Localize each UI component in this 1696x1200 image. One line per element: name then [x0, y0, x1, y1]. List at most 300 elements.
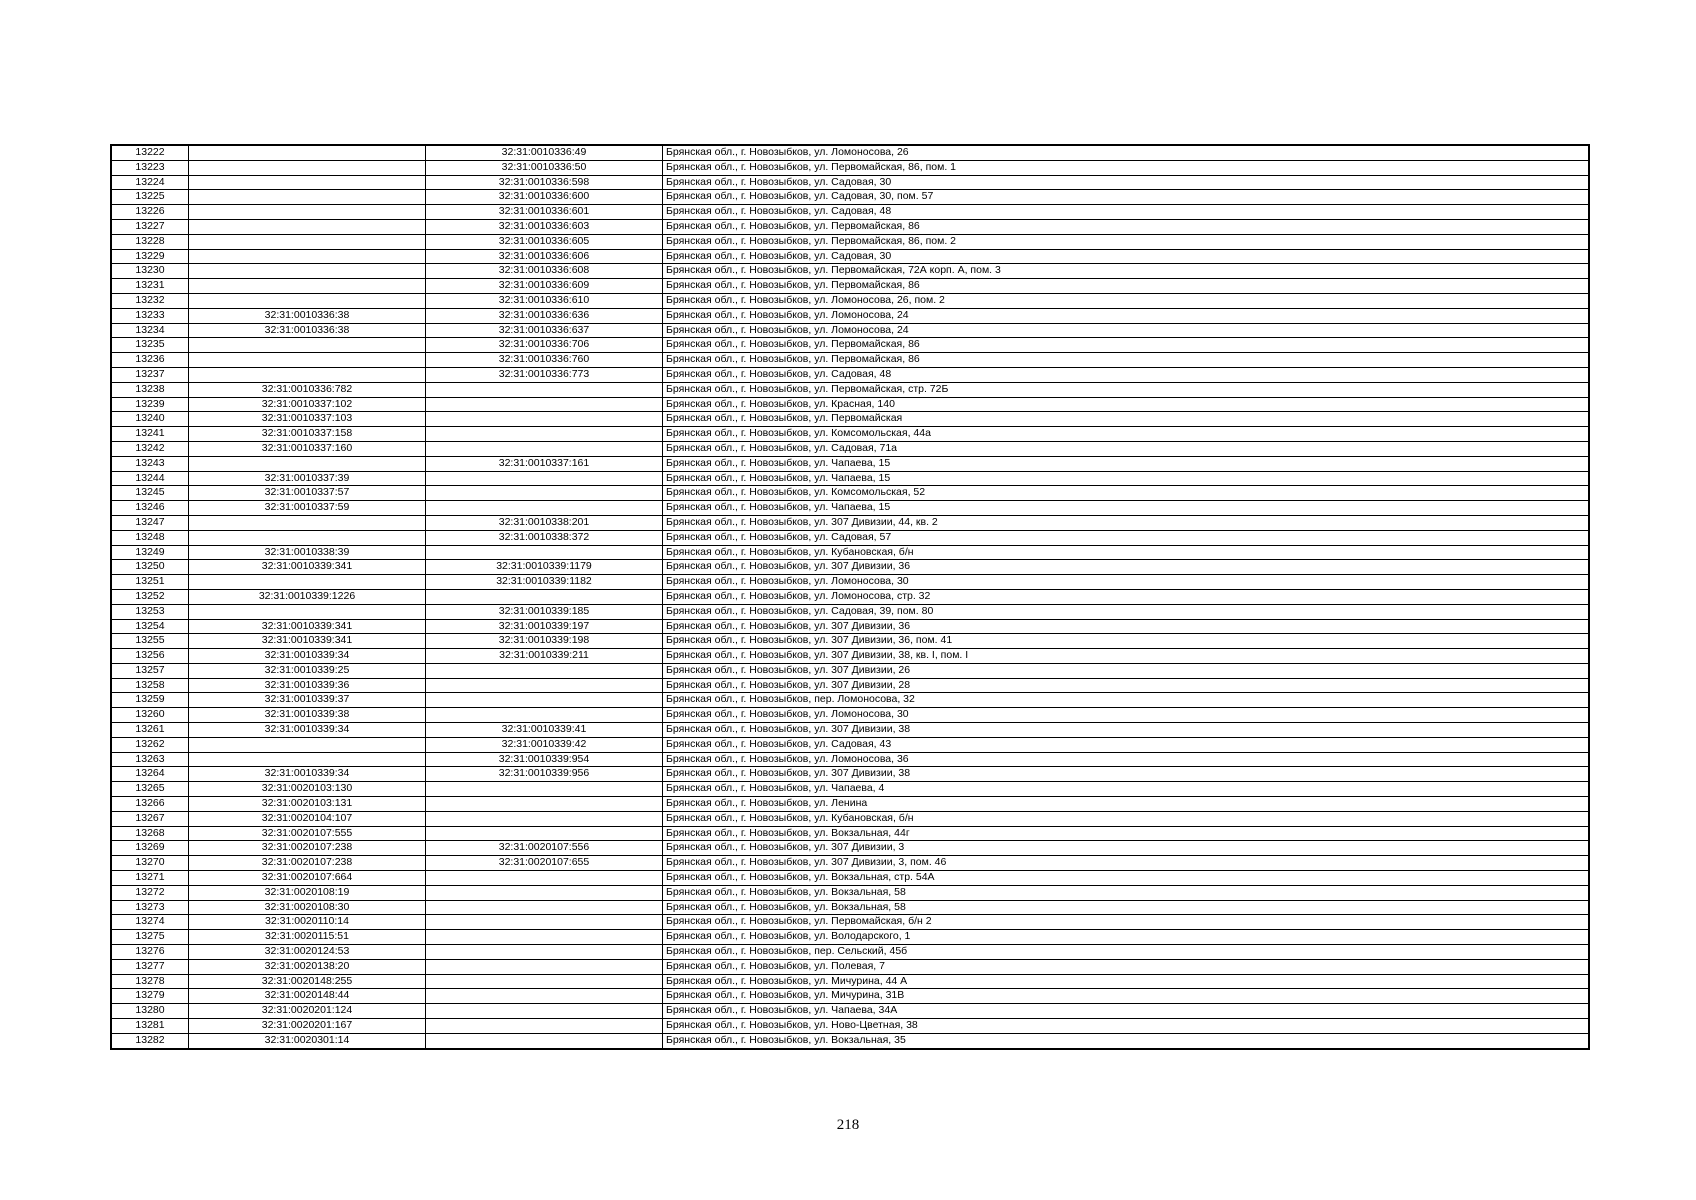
- parcel-number-cell: 32:31:0010336:782: [189, 382, 426, 397]
- object-number-cell: 32:31:0010336:50: [426, 160, 663, 175]
- row-number-cell: 13225: [111, 190, 189, 205]
- address-cell: Брянская обл., г. Новозыбков, ул. Чапаева, 15: [663, 456, 1590, 471]
- address-cell: Брянская обл., г. Новозыбков, ул. Ломоносова, 24: [663, 308, 1590, 323]
- object-number-cell: [426, 1033, 663, 1048]
- parcel-number-cell: [189, 353, 426, 368]
- parcel-number-cell: 32:31:0020107:238: [189, 841, 426, 856]
- table-row: [111, 382, 1589, 397]
- address-cell: Брянская обл., г. Новозыбков, ул. 307 Дивизии, 38: [663, 723, 1590, 738]
- row-number-cell: 13276: [111, 945, 189, 960]
- parcel-number-cell: [189, 367, 426, 382]
- parcel-number-cell: 32:31:0010337:160: [189, 441, 426, 456]
- table-row: [111, 930, 1589, 945]
- address-cell: Брянская обл., г. Новозыбков, ул. Первомайская, 72А корп. А, пом. 3: [663, 264, 1590, 279]
- row-number-cell: 13270: [111, 856, 189, 871]
- row-number-cell: 13275: [111, 930, 189, 945]
- address-cell: Брянская обл., г. Новозыбков, ул. 307 Дивизии, 38, кв. I, пом. I: [663, 649, 1590, 664]
- row-number-cell: 13248: [111, 530, 189, 545]
- table-row: [111, 1004, 1589, 1019]
- table-row: [111, 678, 1589, 693]
- row-number-cell: 13267: [111, 811, 189, 826]
- object-number-cell: 32:31:0010336:603: [426, 219, 663, 234]
- address-cell: Брянская обл., г. Новозыбков, ул. Первомайская, 86: [663, 353, 1590, 368]
- table-row: [111, 560, 1589, 575]
- object-number-cell: [426, 797, 663, 812]
- table-row: [111, 427, 1589, 442]
- object-number-cell: [426, 397, 663, 412]
- parcel-number-cell: [189, 456, 426, 471]
- object-number-cell: 32:31:0010336:610: [426, 293, 663, 308]
- object-number-cell: 32:31:0010338:372: [426, 530, 663, 545]
- parcel-number-cell: 32:31:0020104:107: [189, 811, 426, 826]
- object-number-cell: [426, 811, 663, 826]
- table-row: [111, 323, 1589, 338]
- address-cell: Брянская обл., г. Новозыбков, ул. Садовая, 30: [663, 249, 1590, 264]
- parcel-number-cell: 32:31:0010337:57: [189, 486, 426, 501]
- object-number-cell: 32:31:0020107:655: [426, 856, 663, 871]
- row-number-cell: 13239: [111, 397, 189, 412]
- object-number-cell: 32:31:0010336:606: [426, 249, 663, 264]
- parcel-number-cell: 32:31:0020148:44: [189, 989, 426, 1004]
- parcel-number-cell: [189, 530, 426, 545]
- table-row: [111, 945, 1589, 960]
- object-number-cell: 32:31:0010338:201: [426, 515, 663, 530]
- object-number-cell: [426, 471, 663, 486]
- parcel-number-cell: [189, 175, 426, 190]
- address-cell: Брянская обл., г. Новозыбков, ул. 307 Дивизии, 36, пом. 41: [663, 634, 1590, 649]
- object-number-cell: 32:31:0010339:197: [426, 619, 663, 634]
- table-row: [111, 619, 1589, 634]
- row-number-cell: 13243: [111, 456, 189, 471]
- table-row: [111, 826, 1589, 841]
- address-cell: Брянская обл., г. Новозыбков, ул. 307 Дивизии, 3: [663, 841, 1590, 856]
- table-row: [111, 501, 1589, 516]
- address-cell: Брянская обл., г. Новозыбков, ул. Вокзальная, 58: [663, 885, 1590, 900]
- row-number-cell: 13230: [111, 264, 189, 279]
- table-row: [111, 797, 1589, 812]
- row-number-cell: 13252: [111, 589, 189, 604]
- table-row: [111, 767, 1589, 782]
- table-row: [111, 841, 1589, 856]
- table-row: [111, 811, 1589, 826]
- address-cell: Брянская обл., г. Новозыбков, ул. Ново-Цветная, 38: [663, 1019, 1590, 1034]
- object-number-cell: 32:31:0010339:954: [426, 752, 663, 767]
- parcel-number-cell: 32:31:0020107:664: [189, 871, 426, 886]
- parcel-number-cell: [189, 752, 426, 767]
- address-cell: Брянская обл., г. Новозыбков, ул. Первомайская, 86: [663, 279, 1590, 294]
- address-cell: Брянская обл., г. Новозыбков, ул. Ленина: [663, 797, 1590, 812]
- object-number-cell: 32:31:0010337:161: [426, 456, 663, 471]
- object-number-cell: 32:31:0010336:601: [426, 205, 663, 220]
- table-row: [111, 456, 1589, 471]
- row-number-cell: 13235: [111, 338, 189, 353]
- parcel-number-cell: 32:31:0020301:14: [189, 1033, 426, 1048]
- parcel-number-cell: 32:31:0020103:131: [189, 797, 426, 812]
- object-number-cell: [426, 1004, 663, 1019]
- table-row: [111, 989, 1589, 1004]
- row-number-cell: 13278: [111, 974, 189, 989]
- table-row: [111, 160, 1589, 175]
- table-row: [111, 649, 1589, 664]
- row-number-cell: 13274: [111, 915, 189, 930]
- parcel-number-cell: [189, 293, 426, 308]
- parcel-number-cell: [189, 575, 426, 590]
- address-cell: Брянская обл., г. Новозыбков, ул. Вокзальная, 35: [663, 1033, 1590, 1048]
- object-number-cell: [426, 782, 663, 797]
- table-body: [111, 145, 1589, 1049]
- address-cell: Брянская обл., г. Новозыбков, ул. Садовая, 48: [663, 367, 1590, 382]
- table-row: [111, 279, 1589, 294]
- table-row: [111, 471, 1589, 486]
- table-row: [111, 308, 1589, 323]
- row-number-cell: 13265: [111, 782, 189, 797]
- parcel-number-cell: [189, 249, 426, 264]
- table-row: [111, 856, 1589, 871]
- object-number-cell: 32:31:0010339:198: [426, 634, 663, 649]
- address-cell: Брянская обл., г. Новозыбков, ул. Ломоносова, 26, пом. 2: [663, 293, 1590, 308]
- object-number-cell: [426, 974, 663, 989]
- table-row: [111, 412, 1589, 427]
- row-number-cell: 13251: [111, 575, 189, 590]
- table-row: [111, 441, 1589, 456]
- object-number-cell: [426, 945, 663, 960]
- parcel-number-cell: 32:31:0010339:34: [189, 649, 426, 664]
- parcel-number-cell: 32:31:0020124:53: [189, 945, 426, 960]
- object-number-cell: 32:31:0020107:556: [426, 841, 663, 856]
- parcel-number-cell: 32:31:0020108:19: [189, 885, 426, 900]
- parcel-number-cell: [189, 205, 426, 220]
- address-cell: Брянская обл., г. Новозыбков, ул. Садовая, 43: [663, 737, 1590, 752]
- address-cell: Брянская обл., г. Новозыбков, ул. Садовая, 48: [663, 205, 1590, 220]
- row-number-cell: 13247: [111, 515, 189, 530]
- parcel-number-cell: [189, 190, 426, 205]
- object-number-cell: 32:31:0010339:41: [426, 723, 663, 738]
- object-number-cell: 32:31:0010336:706: [426, 338, 663, 353]
- object-number-cell: [426, 486, 663, 501]
- parcel-number-cell: 32:31:0010339:37: [189, 693, 426, 708]
- row-number-cell: 13272: [111, 885, 189, 900]
- row-number-cell: 13245: [111, 486, 189, 501]
- row-number-cell: 13269: [111, 841, 189, 856]
- address-cell: Брянская обл., г. Новозыбков, ул. Садовая, 71а: [663, 441, 1590, 456]
- parcel-number-cell: [189, 160, 426, 175]
- row-number-cell: 13241: [111, 427, 189, 442]
- table-row: [111, 353, 1589, 368]
- address-cell: Брянская обл., г. Новозыбков, ул. Комсомольская, 52: [663, 486, 1590, 501]
- table-row: [111, 871, 1589, 886]
- row-number-cell: 13242: [111, 441, 189, 456]
- row-number-cell: 13261: [111, 723, 189, 738]
- parcel-number-cell: 32:31:0010339:341: [189, 619, 426, 634]
- row-number-cell: 13234: [111, 323, 189, 338]
- parcel-number-cell: 32:31:0010337:59: [189, 501, 426, 516]
- object-number-cell: 32:31:0010336:605: [426, 234, 663, 249]
- address-cell: Брянская обл., г. Новозыбков, ул. Полевая, 7: [663, 959, 1590, 974]
- object-number-cell: [426, 915, 663, 930]
- address-cell: Брянская обл., г. Новозыбков, ул. Вокзальная, 58: [663, 900, 1590, 915]
- row-number-cell: 13222: [111, 145, 189, 160]
- object-number-cell: 32:31:0010336:637: [426, 323, 663, 338]
- parcel-number-cell: 32:31:0020103:130: [189, 782, 426, 797]
- parcel-number-cell: 32:31:0020138:20: [189, 959, 426, 974]
- parcel-number-cell: 32:31:0020201:124: [189, 1004, 426, 1019]
- object-number-cell: [426, 708, 663, 723]
- object-number-cell: [426, 663, 663, 678]
- table-row: [111, 737, 1589, 752]
- object-number-cell: [426, 871, 663, 886]
- table-row: [111, 782, 1589, 797]
- address-cell: Брянская обл., г. Новозыбков, ул. 307 Дивизии, 3, пом. 46: [663, 856, 1590, 871]
- object-number-cell: [426, 382, 663, 397]
- table-row: [111, 915, 1589, 930]
- parcel-number-cell: 32:31:0020108:30: [189, 900, 426, 915]
- table-row: [111, 545, 1589, 560]
- parcel-number-cell: 32:31:0020107:238: [189, 856, 426, 871]
- row-number-cell: 13282: [111, 1033, 189, 1048]
- table-row: [111, 338, 1589, 353]
- parcel-number-cell: 32:31:0010337:102: [189, 397, 426, 412]
- row-number-cell: 13228: [111, 234, 189, 249]
- parcel-number-cell: [189, 515, 426, 530]
- address-cell: Брянская обл., г. Новозыбков, ул. 307 Дивизии, 38: [663, 767, 1590, 782]
- address-cell: Брянская обл., г. Новозыбков, ул. Садовая, 57: [663, 530, 1590, 545]
- address-cell: Брянская обл., г. Новозыбков, ул. Чапаева, 34А: [663, 1004, 1590, 1019]
- table-row: [111, 693, 1589, 708]
- table-row: [111, 663, 1589, 678]
- table-row: [111, 205, 1589, 220]
- row-number-cell: 13263: [111, 752, 189, 767]
- address-cell: Брянская обл., г. Новозыбков, ул. Комсомольская, 44а: [663, 427, 1590, 442]
- row-number-cell: 13254: [111, 619, 189, 634]
- row-number-cell: 13273: [111, 900, 189, 915]
- object-number-cell: 32:31:0010339:1182: [426, 575, 663, 590]
- table-row: [111, 900, 1589, 915]
- address-cell: Брянская обл., г. Новозыбков, ул. Ломоносова, 30: [663, 575, 1590, 590]
- address-cell: Брянская обл., г. Новозыбков, ул. Ломоносова, 26: [663, 145, 1590, 160]
- row-number-cell: 13256: [111, 649, 189, 664]
- parcel-number-cell: 32:31:0010339:341: [189, 560, 426, 575]
- table-row: [111, 530, 1589, 545]
- row-number-cell: 13277: [111, 959, 189, 974]
- address-cell: Брянская обл., г. Новозыбков, ул. Кубановская, б/н: [663, 811, 1590, 826]
- table-row: [111, 367, 1589, 382]
- row-number-cell: 13264: [111, 767, 189, 782]
- object-number-cell: 32:31:0010336:598: [426, 175, 663, 190]
- object-number-cell: [426, 885, 663, 900]
- address-cell: Брянская обл., г. Новозыбков, ул. Первомайская, 86, пом. 2: [663, 234, 1590, 249]
- table-row: [111, 589, 1589, 604]
- row-number-cell: 13258: [111, 678, 189, 693]
- parcel-number-cell: 32:31:0020115:51: [189, 930, 426, 945]
- table-row: [111, 575, 1589, 590]
- table-row: [111, 885, 1589, 900]
- address-cell: Брянская обл., г. Новозыбков, ул. Ломоносова, 24: [663, 323, 1590, 338]
- row-number-cell: 13238: [111, 382, 189, 397]
- address-cell: Брянская обл., г. Новозыбков, ул. 307 Дивизии, 44, кв. 2: [663, 515, 1590, 530]
- table-row: [111, 293, 1589, 308]
- object-number-cell: [426, 959, 663, 974]
- row-number-cell: 13233: [111, 308, 189, 323]
- address-cell: Брянская обл., г. Новозыбков, ул. Ломоносова, 30: [663, 708, 1590, 723]
- table-row: [111, 515, 1589, 530]
- row-number-cell: 13260: [111, 708, 189, 723]
- parcel-number-cell: [189, 234, 426, 249]
- parcel-number-cell: 32:31:0010337:158: [189, 427, 426, 442]
- object-number-cell: 32:31:0010339:185: [426, 604, 663, 619]
- row-number-cell: 13249: [111, 545, 189, 560]
- row-number-cell: 13237: [111, 367, 189, 382]
- parcel-number-cell: [189, 145, 426, 160]
- parcel-number-cell: 32:31:0020110:14: [189, 915, 426, 930]
- row-number-cell: 13259: [111, 693, 189, 708]
- address-cell: Брянская обл., г. Новозыбков, ул. Ломоносова, 36: [663, 752, 1590, 767]
- parcel-number-cell: 32:31:0010339:1226: [189, 589, 426, 604]
- object-number-cell: 32:31:0010336:773: [426, 367, 663, 382]
- object-number-cell: 32:31:0010339:1179: [426, 560, 663, 575]
- row-number-cell: 13232: [111, 293, 189, 308]
- table-row: [111, 249, 1589, 264]
- object-number-cell: [426, 989, 663, 1004]
- row-number-cell: 13223: [111, 160, 189, 175]
- object-number-cell: [426, 693, 663, 708]
- table-row: [111, 1019, 1589, 1034]
- row-number-cell: 13236: [111, 353, 189, 368]
- address-cell: Брянская обл., г. Новозыбков, пер. Сельский, 45б: [663, 945, 1590, 960]
- row-number-cell: 13266: [111, 797, 189, 812]
- row-number-cell: 13271: [111, 871, 189, 886]
- row-number-cell: 13281: [111, 1019, 189, 1034]
- address-cell: Брянская обл., г. Новозыбков, ул. Кубановская, б/н: [663, 545, 1590, 560]
- object-number-cell: [426, 1019, 663, 1034]
- address-cell: Брянская обл., г. Новозыбков, ул. Ломоносова, стр. 32: [663, 589, 1590, 604]
- parcel-number-cell: 32:31:0010339:38: [189, 708, 426, 723]
- object-number-cell: [426, 412, 663, 427]
- parcel-number-cell: 32:31:0010336:38: [189, 308, 426, 323]
- address-cell: Брянская обл., г. Новозыбков, ул. Чапаева, 15: [663, 471, 1590, 486]
- parcel-number-cell: 32:31:0020201:167: [189, 1019, 426, 1034]
- row-number-cell: 13255: [111, 634, 189, 649]
- address-cell: Брянская обл., г. Новозыбков, ул. Чапаева, 4: [663, 782, 1590, 797]
- row-number-cell: 13253: [111, 604, 189, 619]
- row-number-cell: 13279: [111, 989, 189, 1004]
- address-cell: Брянская обл., г. Новозыбков, ул. 307 Дивизии, 28: [663, 678, 1590, 693]
- object-number-cell: [426, 589, 663, 604]
- parcel-number-cell: 32:31:0010339:25: [189, 663, 426, 678]
- address-cell: Брянская обл., г. Новозыбков, ул. Первомайская: [663, 412, 1590, 427]
- object-number-cell: 32:31:0010336:760: [426, 353, 663, 368]
- address-cell: Брянская обл., г. Новозыбков, ул. 307 Дивизии, 36: [663, 619, 1590, 634]
- row-number-cell: 13257: [111, 663, 189, 678]
- cadastral-table: [110, 144, 1590, 1050]
- object-number-cell: [426, 441, 663, 456]
- object-number-cell: 32:31:0010339:42: [426, 737, 663, 752]
- address-cell: Брянская обл., г. Новозыбков, ул. Красная, 140: [663, 397, 1590, 412]
- address-cell: Брянская обл., г. Новозыбков, ул. Первомайская, 86: [663, 219, 1590, 234]
- parcel-number-cell: 32:31:0010337:39: [189, 471, 426, 486]
- object-number-cell: [426, 545, 663, 560]
- parcel-number-cell: 32:31:0010339:341: [189, 634, 426, 649]
- parcel-number-cell: 32:31:0010339:34: [189, 723, 426, 738]
- object-number-cell: [426, 678, 663, 693]
- object-number-cell: [426, 826, 663, 841]
- address-cell: Брянская обл., г. Новозыбков, ул. Чапаева, 15: [663, 501, 1590, 516]
- table-row: [111, 175, 1589, 190]
- address-cell: Брянская обл., г. Новозыбков, ул. Первомайская, 86: [663, 338, 1590, 353]
- table-row: [111, 219, 1589, 234]
- row-number-cell: 13262: [111, 737, 189, 752]
- parcel-number-cell: [189, 279, 426, 294]
- parcel-number-cell: [189, 338, 426, 353]
- address-cell: Брянская обл., г. Новозыбков, ул. Садовая, 30, пом. 57: [663, 190, 1590, 205]
- parcel-number-cell: 32:31:0010338:39: [189, 545, 426, 560]
- parcel-number-cell: [189, 219, 426, 234]
- table-row: [111, 264, 1589, 279]
- table-row: [111, 708, 1589, 723]
- object-number-cell: 32:31:0010336:49: [426, 145, 663, 160]
- address-cell: Брянская обл., г. Новозыбков, ул. Вокзальная, 44г: [663, 826, 1590, 841]
- address-cell: Брянская обл., г. Новозыбков, ул. Мичурина, 44 А: [663, 974, 1590, 989]
- object-number-cell: 32:31:0010336:609: [426, 279, 663, 294]
- table-row: [111, 1033, 1589, 1048]
- table-row: [111, 486, 1589, 501]
- address-cell: Брянская обл., г. Новозыбков, ул. Садовая, 30: [663, 175, 1590, 190]
- parcel-number-cell: [189, 737, 426, 752]
- row-number-cell: 13280: [111, 1004, 189, 1019]
- table-row: [111, 723, 1589, 738]
- address-cell: Брянская обл., г. Новозыбков, ул. Мичурина, 31В: [663, 989, 1590, 1004]
- object-number-cell: 32:31:0010339:956: [426, 767, 663, 782]
- object-number-cell: [426, 930, 663, 945]
- address-cell: Брянская обл., г. Новозыбков, ул. Первомайская, б/н 2: [663, 915, 1590, 930]
- parcel-number-cell: 32:31:0010336:38: [189, 323, 426, 338]
- address-cell: Брянская обл., г. Новозыбков, ул. 307 Дивизии, 26: [663, 663, 1590, 678]
- table-row: [111, 974, 1589, 989]
- address-cell: Брянская обл., г. Новозыбков, пер. Ломоносова, 32: [663, 693, 1590, 708]
- parcel-number-cell: 32:31:0020107:555: [189, 826, 426, 841]
- row-number-cell: 13244: [111, 471, 189, 486]
- object-number-cell: [426, 427, 663, 442]
- row-number-cell: 13227: [111, 219, 189, 234]
- table-row: [111, 752, 1589, 767]
- row-number-cell: 13250: [111, 560, 189, 575]
- table-row: [111, 604, 1589, 619]
- object-number-cell: [426, 900, 663, 915]
- address-cell: Брянская обл., г. Новозыбков, ул. Первомайская, стр. 72Б: [663, 382, 1590, 397]
- row-number-cell: 13240: [111, 412, 189, 427]
- parcel-number-cell: 32:31:0010339:36: [189, 678, 426, 693]
- table-row: [111, 190, 1589, 205]
- parcel-number-cell: 32:31:0020148:255: [189, 974, 426, 989]
- address-cell: Брянская обл., г. Новозыбков, ул. Садовая, 39, пом. 80: [663, 604, 1590, 619]
- table-row: [111, 959, 1589, 974]
- row-number-cell: 13268: [111, 826, 189, 841]
- object-number-cell: 32:31:0010336:608: [426, 264, 663, 279]
- address-cell: Брянская обл., г. Новозыбков, ул. Вокзальная, стр. 54А: [663, 871, 1590, 886]
- row-number-cell: 13224: [111, 175, 189, 190]
- table-row: [111, 145, 1589, 160]
- row-number-cell: 13226: [111, 205, 189, 220]
- table-row: [111, 234, 1589, 249]
- parcel-number-cell: [189, 604, 426, 619]
- parcel-number-cell: 32:31:0010339:34: [189, 767, 426, 782]
- row-number-cell: 13229: [111, 249, 189, 264]
- row-number-cell: 13231: [111, 279, 189, 294]
- object-number-cell: 32:31:0010336:600: [426, 190, 663, 205]
- parcel-number-cell: 32:31:0010337:103: [189, 412, 426, 427]
- address-cell: Брянская обл., г. Новозыбков, ул. 307 Дивизии, 36: [663, 560, 1590, 575]
- address-cell: Брянская обл., г. Новозыбков, ул. Володарского, 1: [663, 930, 1590, 945]
- row-number-cell: 13246: [111, 501, 189, 516]
